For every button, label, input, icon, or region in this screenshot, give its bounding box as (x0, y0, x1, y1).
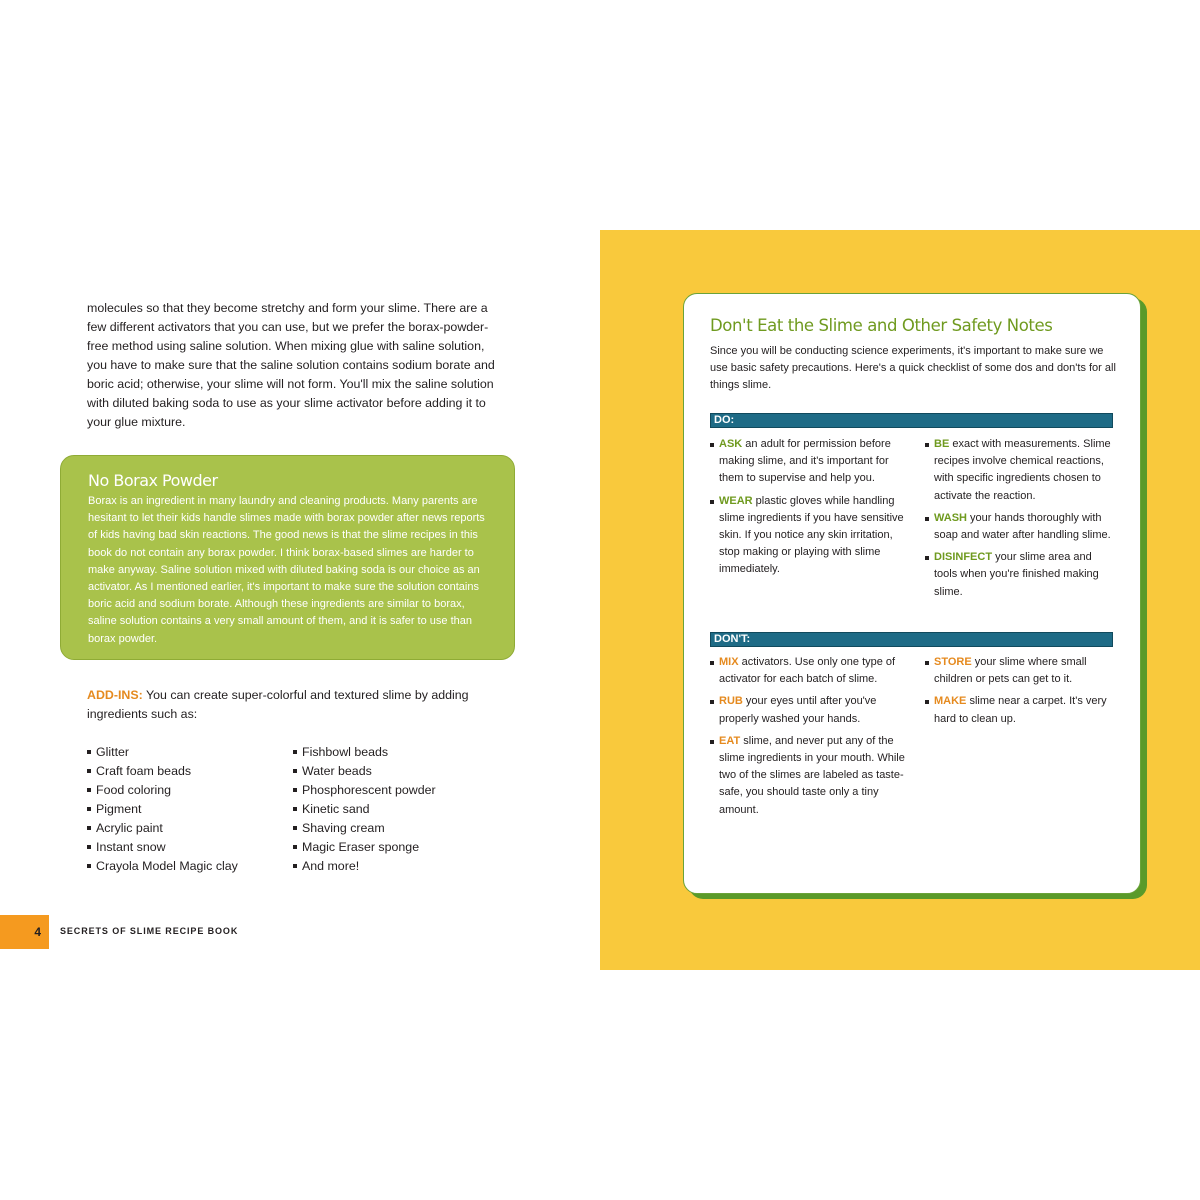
addins-text: You can create super-colorful and textured slime by adding ingredients such as: (87, 688, 469, 721)
list-item: Pigment (87, 800, 238, 819)
dont-list-col2 (925, 654, 1115, 733)
list-item: And more! (293, 857, 436, 876)
addins-paragraph (87, 686, 497, 724)
list-item (925, 693, 1115, 727)
list-item (710, 493, 905, 579)
list-item (925, 510, 1115, 544)
list-item: Water beads (293, 762, 436, 781)
do-list-col1 (710, 436, 905, 584)
list-item: Magic Eraser sponge (293, 838, 436, 857)
intro-paragraph: molecules so that they become stretchy and form your slime. There are a few different activators that you can use, but we prefer the borax-powder-free method using saline solution. When mixing glue with saline solution, you have to make sure that the saline solution contains sodium borate and boric acid; otherwise, your slime will not form. You'll mix the saline solution with diluted baking soda to use as your slime activator before adding it to your glue mixture. (87, 301, 495, 429)
tip-text: slime, and never put any of the slime ingredients in your mouth. While two of the slimes are labeled as taste-safe, you should taste only a tiny amount. (719, 734, 905, 816)
tip-keyword: DISINFECT (934, 551, 993, 564)
dont-header-bar: DON'T: (710, 632, 1113, 647)
list-item (710, 693, 905, 727)
list-item (710, 654, 905, 688)
tip-keyword: STORE (934, 656, 972, 668)
no-borax-sidebar (60, 455, 515, 660)
list-item: Fishbowl beads (293, 743, 436, 762)
running-title: SECRETS OF SLIME RECIPE BOOK (60, 926, 239, 936)
tip-text: your hands thoroughly with soap and water after handling slime. (934, 511, 1111, 542)
list-item (925, 654, 1115, 688)
sidebar-title: No Borax Powder (88, 471, 218, 490)
tip-text: plastic gloves while handling slime ingredients if you have sensitive skin. If you notice any skin irritation, stop making or playing with slime immediately. (719, 494, 904, 576)
tip-keyword: MAKE (934, 695, 967, 708)
tip-text: exact with measurements. Slime recipes involve chemical reactions, with specific ingredients chosen to activate the reaction. (934, 438, 1111, 502)
dont-list-col1 (710, 654, 905, 824)
tip-keyword: EAT (719, 734, 741, 747)
addins-keyword: ADD-INS: (87, 688, 143, 702)
addins-list-col2 (293, 743, 436, 876)
tip-keyword: WEAR (719, 494, 753, 507)
list-item (710, 436, 905, 488)
tip-keyword: MIX (719, 656, 739, 668)
list-item: Instant snow (87, 838, 238, 857)
list-item (925, 436, 1115, 505)
tip-keyword: ASK (719, 438, 743, 450)
tip-keyword: WASH (934, 511, 967, 524)
list-item: Acrylic paint (87, 819, 238, 838)
tip-text: slime near a carpet. It's very hard to clean up. (934, 695, 1107, 725)
tip-text: an adult for permission before making slime, and it's important for them to supervise and help you. (719, 438, 891, 485)
page-number: 4 (34, 925, 41, 939)
addins-list-col1 (87, 743, 238, 876)
safety-intro: Since you will be conducting science experiments, it's important to make sure we use basic safety precautions. Here's a quick checklist of some dos and don'ts for all things slime. (710, 345, 1116, 392)
list-item (925, 549, 1115, 601)
list-item: Crayola Model Magic clay (87, 857, 238, 876)
tip-keyword: BE (934, 438, 950, 450)
tip-keyword: RUB (719, 695, 743, 708)
do-list-col2 (925, 436, 1115, 606)
tip-text: your slime area and tools when you're finished making slime. (934, 551, 1099, 598)
list-item: Food coloring (87, 781, 238, 800)
list-item (710, 733, 905, 819)
list-item: Shaving cream (293, 819, 436, 838)
list-item: Glitter (87, 743, 238, 762)
list-item: Phosphorescent powder (293, 781, 436, 800)
tip-text: your slime where small children or pets can get to it. (934, 656, 1087, 686)
safety-title: Don't Eat the Slime and Other Safety Notes (710, 316, 1053, 335)
list-item: Craft foam beads (87, 762, 238, 781)
tip-text: activators. Use only one type of activator for each batch of slime. (719, 656, 896, 686)
list-item: Kinetic sand (293, 800, 436, 819)
sidebar-body: Borax is an ingredient in many laundry and cleaning products. Many parents are hesitant to let their kids handle slimes made with borax powder after news reports of kids having bad skin reactions. The good news is that the slime recipes in this book do not contain any borax powder. I think borax-based slimes are harder to make anyway. Saline solution mixed with diluted baking soda is our choice as an activator. As I mentioned earlier, it's important to make sure the solution contains boric acid and sodium borate. Although these ingredients are similar to borax, saline solution contains a very small amount of them, and it is safer to use than borax powder. (88, 495, 485, 645)
page-number-tab (0, 915, 49, 949)
tip-text: your eyes until after you've properly washed your hands. (719, 695, 877, 725)
do-header-bar: DO: (710, 413, 1113, 428)
